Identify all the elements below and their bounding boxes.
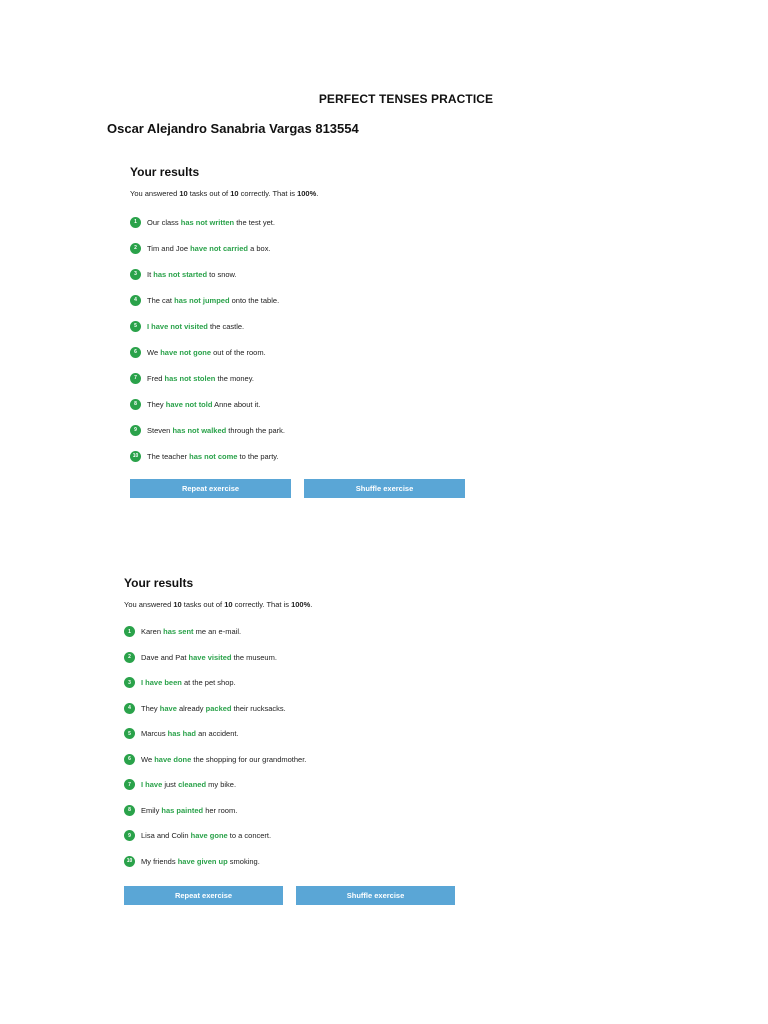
correct-answer: has not stolen xyxy=(164,373,216,383)
correct-answer: have xyxy=(159,703,177,713)
task-sentence xyxy=(141,755,306,764)
task-sentence xyxy=(147,452,279,461)
correct-answer: I have xyxy=(141,780,163,790)
score-prefix: You answered xyxy=(130,189,180,198)
shuffle-exercise-button[interactable]: Shuffle exercise xyxy=(296,886,455,905)
sentence-before: Dave and Pat xyxy=(141,652,189,662)
score-suffix: correctly. That is xyxy=(238,189,298,198)
sentence-after: the money. xyxy=(215,373,254,383)
task-list xyxy=(124,619,484,874)
sentence-before: It xyxy=(147,269,154,279)
action-buttons xyxy=(124,886,484,905)
sentence-before: The teacher xyxy=(147,451,190,461)
task-item xyxy=(130,417,490,443)
sentence-after: a box. xyxy=(248,243,271,253)
score-summary xyxy=(124,599,484,611)
sentence-before: Karen xyxy=(141,627,164,637)
task-number-badge: 8 xyxy=(124,805,135,816)
sentence-after: onto the table. xyxy=(229,295,280,305)
sentence-after: an accident. xyxy=(196,729,239,739)
score-total: 10 xyxy=(230,189,239,198)
task-sentence xyxy=(147,322,244,331)
results-heading: Your results xyxy=(130,165,200,179)
task-item xyxy=(124,849,484,875)
correct-answer: have gone xyxy=(190,831,228,841)
task-sentence xyxy=(141,831,271,840)
sentence-before: We xyxy=(141,754,155,764)
task-item xyxy=(124,645,484,671)
sentence-before: They xyxy=(141,703,160,713)
task-number-badge: 4 xyxy=(130,295,141,306)
task-item xyxy=(130,313,490,339)
task-sentence xyxy=(141,857,260,866)
task-item xyxy=(124,823,484,849)
sentence-after: my bike. xyxy=(206,780,237,790)
score-percent: 100% xyxy=(297,189,317,198)
sentence-after: the test yet. xyxy=(234,217,275,227)
task-number-badge: 6 xyxy=(130,347,141,358)
sentence-after: her room. xyxy=(203,805,238,815)
action-buttons xyxy=(130,479,490,498)
task-sentence xyxy=(141,678,236,687)
task-item xyxy=(124,619,484,645)
task-number-badge: 5 xyxy=(124,728,135,739)
score-correct: 10 xyxy=(179,189,188,198)
score-middle: tasks out of xyxy=(187,189,231,198)
correct-answer: has had xyxy=(167,729,197,739)
correct-answer: has not written xyxy=(180,217,235,227)
correct-answer: has not come xyxy=(189,451,238,461)
sentence-after: their rucksacks. xyxy=(231,703,286,713)
task-item xyxy=(124,670,484,696)
task-sentence xyxy=(141,704,286,713)
sentence-before: Lisa and Colin xyxy=(141,831,191,841)
correct-answer: has not jumped xyxy=(174,295,230,305)
correct-answer: have not gone xyxy=(160,347,212,357)
task-number-badge: 10 xyxy=(124,856,135,867)
task-list xyxy=(130,209,490,469)
sentence-before: Marcus xyxy=(141,729,168,739)
task-item xyxy=(124,747,484,773)
correct-answer: have done xyxy=(154,754,192,764)
correct-answer: has not walked xyxy=(172,425,227,435)
task-sentence xyxy=(147,270,237,279)
results-panel-1 xyxy=(130,164,490,498)
sentence-after: through the park. xyxy=(226,425,285,435)
task-sentence xyxy=(147,348,266,357)
correct-answer-part-2: packed xyxy=(205,703,232,713)
task-number-badge: 6 xyxy=(124,754,135,765)
task-sentence xyxy=(147,400,260,409)
results-heading: Your results xyxy=(124,576,194,590)
correct-answer: have visited xyxy=(188,652,232,662)
task-number-badge: 7 xyxy=(130,373,141,384)
task-item xyxy=(124,772,484,798)
task-number-badge: 9 xyxy=(124,830,135,841)
correct-answer: have not carried xyxy=(190,243,249,253)
score-total: 10 xyxy=(224,600,233,609)
task-item xyxy=(130,261,490,287)
repeat-exercise-button[interactable]: Repeat exercise xyxy=(124,886,283,905)
task-number-badge: 1 xyxy=(124,626,135,637)
task-item xyxy=(130,443,490,469)
sentence-after: Anne about it. xyxy=(212,399,261,409)
task-item xyxy=(124,696,484,722)
sentence-middle: already xyxy=(176,703,206,713)
sentence-before: Our class xyxy=(147,217,181,227)
document-title: PERFECT TENSES PRACTICE xyxy=(318,92,494,106)
task-number-badge: 8 xyxy=(130,399,141,410)
task-number-badge: 9 xyxy=(130,425,141,436)
sentence-after: me an e-mail. xyxy=(193,627,242,637)
task-sentence xyxy=(141,780,236,789)
correct-answer: have not told xyxy=(165,399,213,409)
shuffle-exercise-button[interactable]: Shuffle exercise xyxy=(304,479,465,498)
task-sentence xyxy=(147,374,254,383)
task-sentence xyxy=(147,218,275,227)
task-number-badge: 7 xyxy=(124,779,135,790)
task-item xyxy=(130,209,490,235)
task-sentence xyxy=(141,806,237,815)
sentence-after: to the party. xyxy=(237,451,279,461)
sentence-after: at the pet shop. xyxy=(181,678,236,688)
score-percent: 100% xyxy=(291,600,311,609)
sentence-after: to a concert. xyxy=(227,831,272,841)
task-number-badge: 2 xyxy=(130,243,141,254)
task-sentence xyxy=(147,244,271,253)
task-number-badge: 10 xyxy=(130,451,141,462)
author-name: Oscar Alejandro Sanabria Vargas 813554 xyxy=(107,121,359,136)
correct-answer: I have been xyxy=(141,678,182,688)
task-item xyxy=(130,287,490,313)
task-item xyxy=(124,798,484,824)
sentence-before: Emily xyxy=(141,805,162,815)
sentence-after: smoking. xyxy=(227,856,260,866)
task-number-badge: 1 xyxy=(130,217,141,228)
sentence-before: The cat xyxy=(147,295,175,305)
sentence-after: to snow. xyxy=(207,269,237,279)
sentence-after: out of the room. xyxy=(211,347,266,357)
results-panel-2 xyxy=(124,575,484,905)
score-end: . xyxy=(310,600,313,609)
score-correct: 10 xyxy=(173,600,182,609)
task-sentence xyxy=(141,627,241,636)
sentence-middle: just xyxy=(162,780,179,790)
correct-answer: has not started xyxy=(153,269,208,279)
task-sentence xyxy=(147,296,279,305)
task-item xyxy=(130,365,490,391)
sentence-before: Steven xyxy=(147,425,173,435)
task-number-badge: 4 xyxy=(124,703,135,714)
sentence-after: the castle. xyxy=(207,321,245,331)
task-number-badge: 3 xyxy=(124,677,135,688)
correct-answer: have given up xyxy=(177,856,228,866)
correct-answer: has sent xyxy=(163,627,194,637)
sentence-before: We xyxy=(147,347,161,357)
task-item xyxy=(130,235,490,261)
task-item xyxy=(130,339,490,365)
task-item xyxy=(130,391,490,417)
sentence-before: My friends xyxy=(141,856,178,866)
task-sentence xyxy=(141,729,239,738)
task-item xyxy=(124,721,484,747)
task-number-badge: 5 xyxy=(130,321,141,332)
task-number-badge: 2 xyxy=(124,652,135,663)
sentence-before: They xyxy=(147,399,166,409)
score-summary xyxy=(130,188,490,200)
score-end: . xyxy=(316,189,319,198)
sentence-after: the shopping for our grandmother. xyxy=(191,754,307,764)
correct-answer: has painted xyxy=(161,805,204,815)
sentence-before: Fred xyxy=(147,373,165,383)
score-suffix: correctly. That is xyxy=(232,600,292,609)
task-sentence xyxy=(141,653,277,662)
sentence-before: Tim and Joe xyxy=(147,243,191,253)
repeat-exercise-button[interactable]: Repeat exercise xyxy=(130,479,291,498)
correct-answer-part-2: cleaned xyxy=(178,780,207,790)
task-sentence xyxy=(147,426,285,435)
task-number-badge: 3 xyxy=(130,269,141,280)
correct-answer: I have not visited xyxy=(147,321,208,331)
score-middle: tasks out of xyxy=(181,600,225,609)
sentence-after: the museum. xyxy=(231,652,277,662)
score-prefix: You answered xyxy=(124,600,174,609)
